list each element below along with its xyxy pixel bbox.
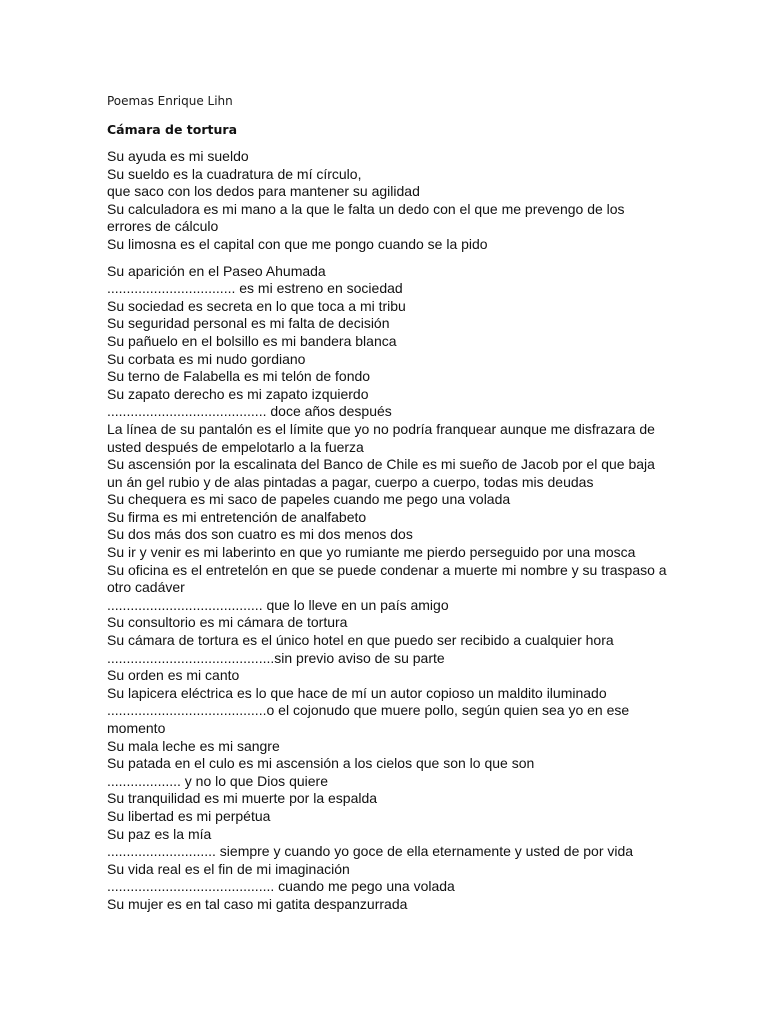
poem-line: Su patada en el culo es mi ascensión a los cielos que son lo que son [107,755,535,772]
poem-line: ........................................ que lo lleve en un país amigo [107,596,449,613]
poem-line: Su lapicera eléctrica es lo que hace de mí un autor copioso un maldito iluminado [107,684,607,701]
document-header-note: Poemas Enrique Lihn [107,94,233,108]
poem-line: Su calculadora es mi mano a la que le falta un dedo con el que me prevengo de los [107,200,625,217]
poem-line: Su paz es la mía [107,825,212,842]
poem-line: que saco con los dedos para mantener su agilidad [107,183,420,200]
stanza-1 [107,148,747,254]
poem-line: La línea de su pantalón es el límite que yo no podría franquear aunque me disfrazara de [107,420,655,437]
poem-line: Su aparición en el Paseo Ahumada [107,262,326,279]
poem-line: ............................ siempre y cuando yo goce de ella eternamente y usted de por vida [107,843,634,860]
poem-line: Su firma es mi entretención de analfabeto [107,508,367,525]
poem-line: usted después de empelotarlo a la fuerza [107,438,364,455]
poem-line: Su dos más dos son cuatro es mi dos menos dos [107,526,413,543]
poem-line: Su sueldo es la cuadratura de mí círculo, [107,165,362,182]
poem-line: Su pañuelo en el bolsillo es mi bandera blanca [107,332,397,349]
poem-line: ................... y no lo que Dios quiere [107,772,328,789]
poem-line: Su ascensión por la escalinata del Banco de Chile es mi sueño de Jacob por el que baja [107,456,655,473]
poem-line: Su zapato derecho es mi zapato izquierdo [107,385,369,402]
poem-line: Su orden es mi canto [107,667,240,684]
document-page [107,92,747,923]
poem-line: .........................................o el cojonudo que muere pollo, según quien sea yo en ese [107,702,630,719]
poem-line: ................................. es mi estreno en sociedad [107,280,403,297]
poem-line: momento [107,720,166,736]
stanza-2 [107,263,747,914]
poem-line: Su vida real es el fin de mi imaginación [107,860,350,877]
poem-line: un án gel rubio y de alas pintadas a pagar, cuerpo a cuerpo, todas mis deudas [107,473,594,490]
poem-line: otro cadáver [107,579,185,596]
poem-line: Su cámara de tortura es el único hotel en que puedo ser recibido a cualquier hora [107,632,614,649]
poem-line: Su tranquilidad es mi muerte por la espalda [107,790,378,807]
poem-line: ........................................... cuando me pego una volada [107,878,455,895]
poem-line: ......................................... doce años después [107,403,392,420]
poem-line: Su ir y venir es mi laberinto en que yo rumiante me pierdo perseguido por una mosca [107,544,636,561]
poem-line: Su mala leche es mi sangre [107,737,280,754]
poem-line: Su oficina es el entretelón en que se puede condenar a muerte mi nombre y su traspaso a [107,561,667,578]
poem-line: Su seguridad personal es mi falta de decisión [107,315,390,332]
poem-line: Su terno de Falabella es mi telón de fondo [107,368,371,385]
poem-line: errores de cálculo [107,218,219,235]
poem-line: Su limosna es el capital con que me pongo cuando se la pido [107,235,488,252]
poem-line: Su libertad es mi perpétua [107,807,271,824]
poem-line: Su corbata es mi nudo gordiano [107,350,306,367]
poem-line: Su mujer es en tal caso mi gatita despanzurrada [107,895,408,912]
poem-line: ...........................................sin previo aviso de su parte [107,649,445,666]
poem-line: Su ayuda es mi sueldo [107,148,249,164]
poem-line: Su chequera es mi saco de papeles cuando me pego una volada [107,491,511,508]
poem-line: Su consultorio es mi cámara de tortura [107,614,348,631]
poem-line: Su sociedad es secreta en lo que toca a mi tribu [107,297,406,314]
poem-title: Cámara de tortura [107,122,237,137]
